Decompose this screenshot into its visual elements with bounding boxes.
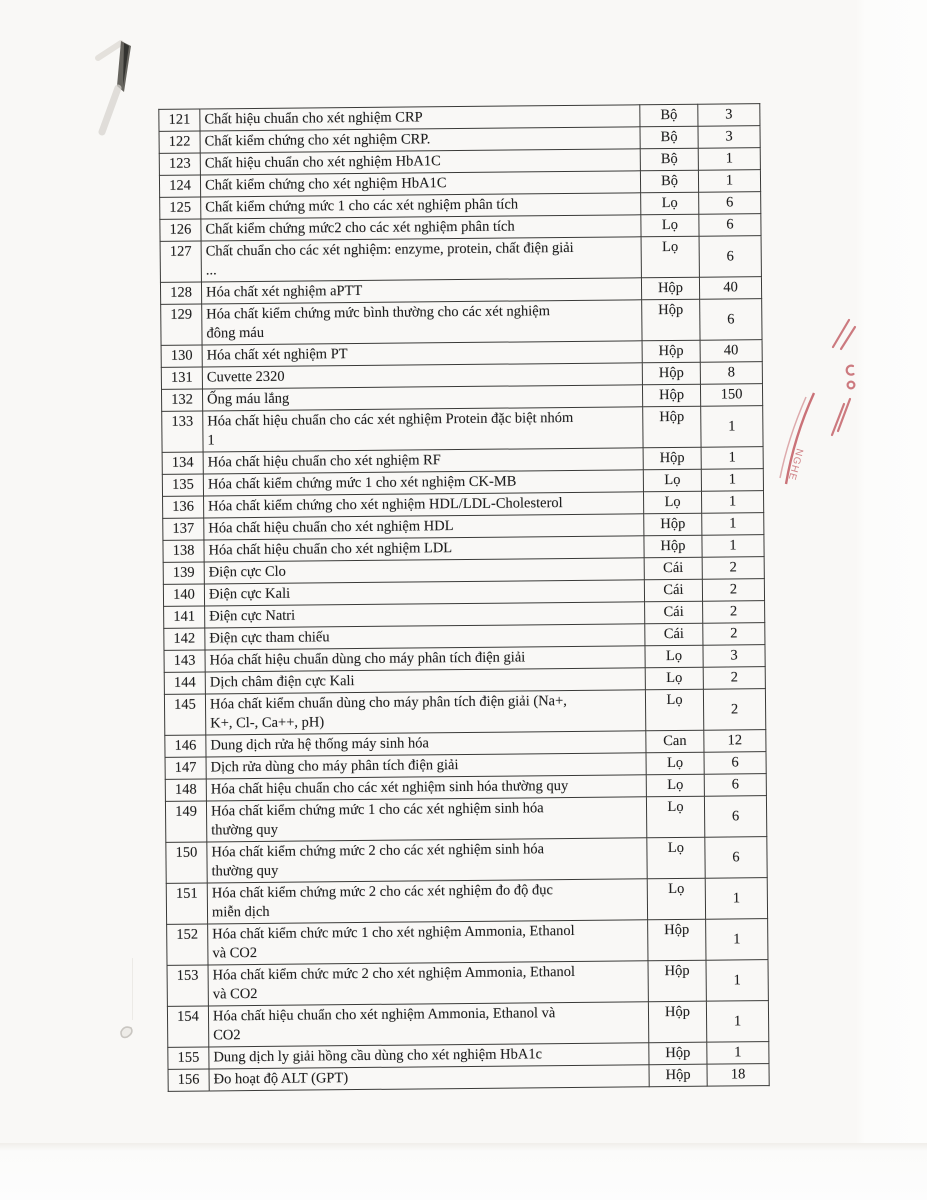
unit-cell: Hộp [648,960,706,1002]
unit-cell: Bộ [640,148,698,171]
table-row [166,837,767,884]
unit-cell: Hộp [648,919,706,961]
unit-cell: Lọ [641,236,699,278]
unit-cell: Cái [645,623,703,646]
item-description: Hóa chất hiệu chuẩn cho xét nghiệm RF [203,448,643,474]
quantity-cell: 2 [703,667,765,690]
quantity-cell: 6 [704,796,766,838]
item-description: Điện cực tham chiếu [205,624,645,650]
quantity-cell: 3 [703,645,765,668]
row-number: 132 [161,389,202,411]
scan-streak-artifact [132,958,133,1020]
unit-cell: Lọ [646,752,704,775]
unit-cell: Lọ [645,689,703,731]
unit-cell: Hộp [642,362,700,385]
unit-cell: Hộp [642,340,700,363]
table-row [167,919,768,966]
quantity-cell: 1 [698,148,760,171]
unit-cell: Lọ [646,796,704,838]
unit-cell: Hộp [641,277,699,300]
scan-corner-artifact [88,28,158,148]
item-description: Chất kiểm chứng cho xét nghiệm CRP. [200,127,640,153]
quantity-cell: 6 [704,774,766,797]
quantity-cell: 6 [699,192,761,215]
row-number: 129 [161,304,202,345]
quantity-cell: 1 [701,406,763,448]
seal-arc [780,393,814,484]
row-number: 130 [161,345,202,367]
quantity-cell: 6 [699,214,761,237]
quantity-cell: 6 [699,236,761,278]
row-number: 136 [163,496,204,518]
item-description: Dịch rửa dùng cho máy phân tích điện giải [206,753,646,779]
item-description: Hóa chất hiệu chuẩn cho các xét nghiệm Protein đặc biệt nhóm 1 [203,407,643,452]
row-number: 128 [160,282,201,304]
page-right-edge [856,0,927,1200]
row-number: 139 [163,562,204,584]
unit-cell: Lọ [647,878,705,920]
table-row [165,796,766,843]
quantity-cell: 2 [702,557,764,580]
row-number: 155 [168,1047,209,1069]
row-number: 123 [159,153,200,175]
unit-cell: Can [646,730,704,753]
unit-cell: Lọ [641,192,699,215]
unit-cell: Hộp [643,447,701,470]
item-description: Đo hoạt độ ALT (GPT) [209,1065,649,1091]
table-row [161,299,762,346]
row-number: 125 [160,197,201,219]
table-row [160,236,761,283]
item-description: Hóa chất hiệu chuẩn dùng cho máy phân tích điện giải [205,646,645,672]
row-number: 143 [164,650,205,672]
item-description: Hóa chất kiểm chức mức 1 cho xét nghiệm Ammonia, Ethanol và CO2 [208,920,648,965]
quantity-cell: 6 [705,837,767,879]
row-number: 133 [162,411,203,452]
item-description: Chất kiểm chứng mức 1 cho các xét nghiệm phân tích [201,193,641,219]
quantity-cell: 1 [707,1042,769,1065]
table-row [167,960,768,1007]
item-description: Hóa chất kiểm chứng cho xét nghiệm HDL/LDL-Cholesterol [204,492,644,518]
item-description: Chất kiểm chứng cho xét nghiệm HbA1C [200,171,640,197]
unit-cell: Hộp [649,1064,707,1087]
row-number: 134 [162,452,203,474]
item-description: Hóa chất kiểm chứng mức 1 cho các xét nghiệm sinh hóa thường quy [206,797,646,842]
quantity-cell: 2 [703,623,765,646]
unit-cell: Cái [645,601,703,624]
unit-cell: Lọ [643,469,701,492]
item-description: Điện cực Clo [204,558,644,584]
unit-cell: Lọ [647,837,705,879]
row-number: 144 [164,672,205,694]
quantity-cell: 18 [707,1064,769,1087]
red-handwriting-strokes [832,320,855,435]
item-description: Hóa chất xét nghiệm aPTT [201,278,641,304]
item-description: Dung dịch ly giải hồng cầu dùng cho xét nghiệm HbA1c [209,1043,649,1069]
row-number: 147 [165,757,206,779]
row-number: 141 [164,606,205,628]
table-row [167,1001,768,1048]
item-description: Dịch châm điện cực Kali [205,668,645,694]
row-number: 145 [164,694,205,735]
item-description: Hóa chất xét nghiệm PT [202,341,642,367]
item-description: Hóa chất kiểm chứng mức 2 cho các xét nghiệm đo độ đục miễn dịch [207,879,647,924]
quantity-cell: 6 [704,752,766,775]
item-description: Hóa chất hiệu chuẩn cho các xét nghiệm sinh hóa thường quy [206,775,646,801]
quantity-cell: 150 [700,384,762,407]
row-number: 151 [166,883,207,924]
red-stamp-fragment [770,298,860,510]
quantity-cell: 1 [706,919,768,961]
quantity-cell: 1 [706,960,768,1002]
row-number: 121 [159,109,200,131]
item-description: Hóa chất hiệu chuẩn cho xét nghiệm LDL [204,536,644,562]
quantity-cell: 8 [700,362,762,385]
quantity-cell: 1 [701,469,763,492]
item-description: Hóa chất kiểm chứng mức 2 cho các xét nghiệm sinh hóa thường quy [207,838,647,883]
quantity-cell: 12 [704,730,766,753]
unit-cell: Hộp [644,535,702,558]
row-number: 122 [159,131,200,153]
quantity-cell: 2 [702,579,764,602]
item-description: Ống máu lắng [202,385,642,411]
row-number: 149 [165,801,206,842]
item-description: Điện cực Kali [204,580,644,606]
row-number: 150 [166,842,207,883]
quantity-cell: 1 [701,447,763,470]
item-description: Hóa chất hiệu chuẩn cho xét nghiệm HDL [204,514,644,540]
row-number: 148 [165,779,206,801]
quantity-cell: 1 [706,1001,768,1043]
item-description: Cuvette 2320 [202,363,642,389]
row-number: 146 [165,735,206,757]
quantity-cell: 40 [699,277,761,300]
unit-cell: Bộ [640,104,698,127]
item-description: Chất hiệu chuẩn cho xét nghiệm CRP [200,105,640,131]
item-description: Chất chuẩn cho các xét nghiệm: enzyme, protein, chất điện giải ... [201,237,641,282]
row-number: 153 [167,965,208,1006]
quantity-cell: 1 [698,170,760,193]
row-number: 135 [162,474,203,496]
row-number: 138 [163,540,204,562]
item-description: Dung dịch rửa hệ thống máy sinh hóa [206,731,646,757]
unit-cell: Bộ [640,170,698,193]
row-number: 154 [167,1006,208,1047]
pen-mark-artifact [110,1016,144,1050]
unit-cell: Lọ [645,667,703,690]
table-row [164,689,765,736]
item-description: Chất kiểm chứng mức2 cho các xét nghiệm phân tích [201,215,641,241]
seal-arc-text: NGHE [785,447,805,482]
row-number: 152 [167,924,208,965]
item-description: Hóa chất kiểm chức mức 2 cho xét nghiệm Ammonia, Ethanol và CO2 [208,961,648,1006]
row-number: 137 [163,518,204,540]
quantity-cell: 6 [700,299,762,341]
quantity-cell: 1 [701,491,763,514]
row-number: 131 [161,367,202,389]
quantity-cell: 3 [698,126,760,149]
supplies-table [158,103,769,1092]
row-number: 127 [160,241,201,282]
item-description: Hóa chất hiệu chuẩn cho xét nghiệm Ammonia, Ethanol và CO2 [208,1002,648,1047]
table-row [168,1064,769,1092]
unit-cell: Lọ [646,774,704,797]
unit-cell: Lọ [643,491,701,514]
quantity-cell: 40 [700,340,762,363]
unit-cell: Cái [644,557,702,580]
table-body [159,104,769,1092]
item-description: Chất hiệu chuẩn cho xét nghiệm HbA1C [200,149,640,175]
quantity-cell: 2 [703,601,765,624]
unit-cell: Hộp [649,1042,707,1065]
page-bottom-edge [0,1143,927,1200]
item-description: Hóa chất kiểm chứng mức bình thường cho các xét nghiệm đông máu [202,300,642,345]
unit-cell: Hộp [642,299,700,341]
quantity-cell: 2 [703,689,765,731]
quantity-cell: 3 [698,104,760,127]
unit-cell: Hộp [642,384,700,407]
item-description: Hóa chất kiểm chuẩn dùng cho máy phân tích điện giải (Na+, K+, Cl-, Ca++, pH) [205,690,645,735]
quantity-cell: 1 [702,535,764,558]
row-number: 156 [168,1069,209,1091]
row-number: 142 [164,628,205,650]
unit-cell: Hộp [648,1001,706,1043]
unit-cell: Lọ [641,214,699,237]
row-number: 140 [163,584,204,606]
table-row [166,878,767,925]
unit-cell: Bộ [640,126,698,149]
quantity-cell: 1 [702,513,764,536]
unit-cell: Lọ [645,645,703,668]
row-number: 126 [160,219,201,241]
row-number: 124 [159,175,200,197]
table-row [162,406,763,453]
unit-cell: Hộp [643,406,701,448]
unit-cell: Cái [644,579,702,602]
item-description: Điện cực Natri [205,602,645,628]
quantity-cell: 1 [705,878,767,920]
unit-cell: Hộp [644,513,702,536]
item-description: Hóa chất kiểm chứng mức 1 cho xét nghiệm CK-MB [203,470,643,496]
